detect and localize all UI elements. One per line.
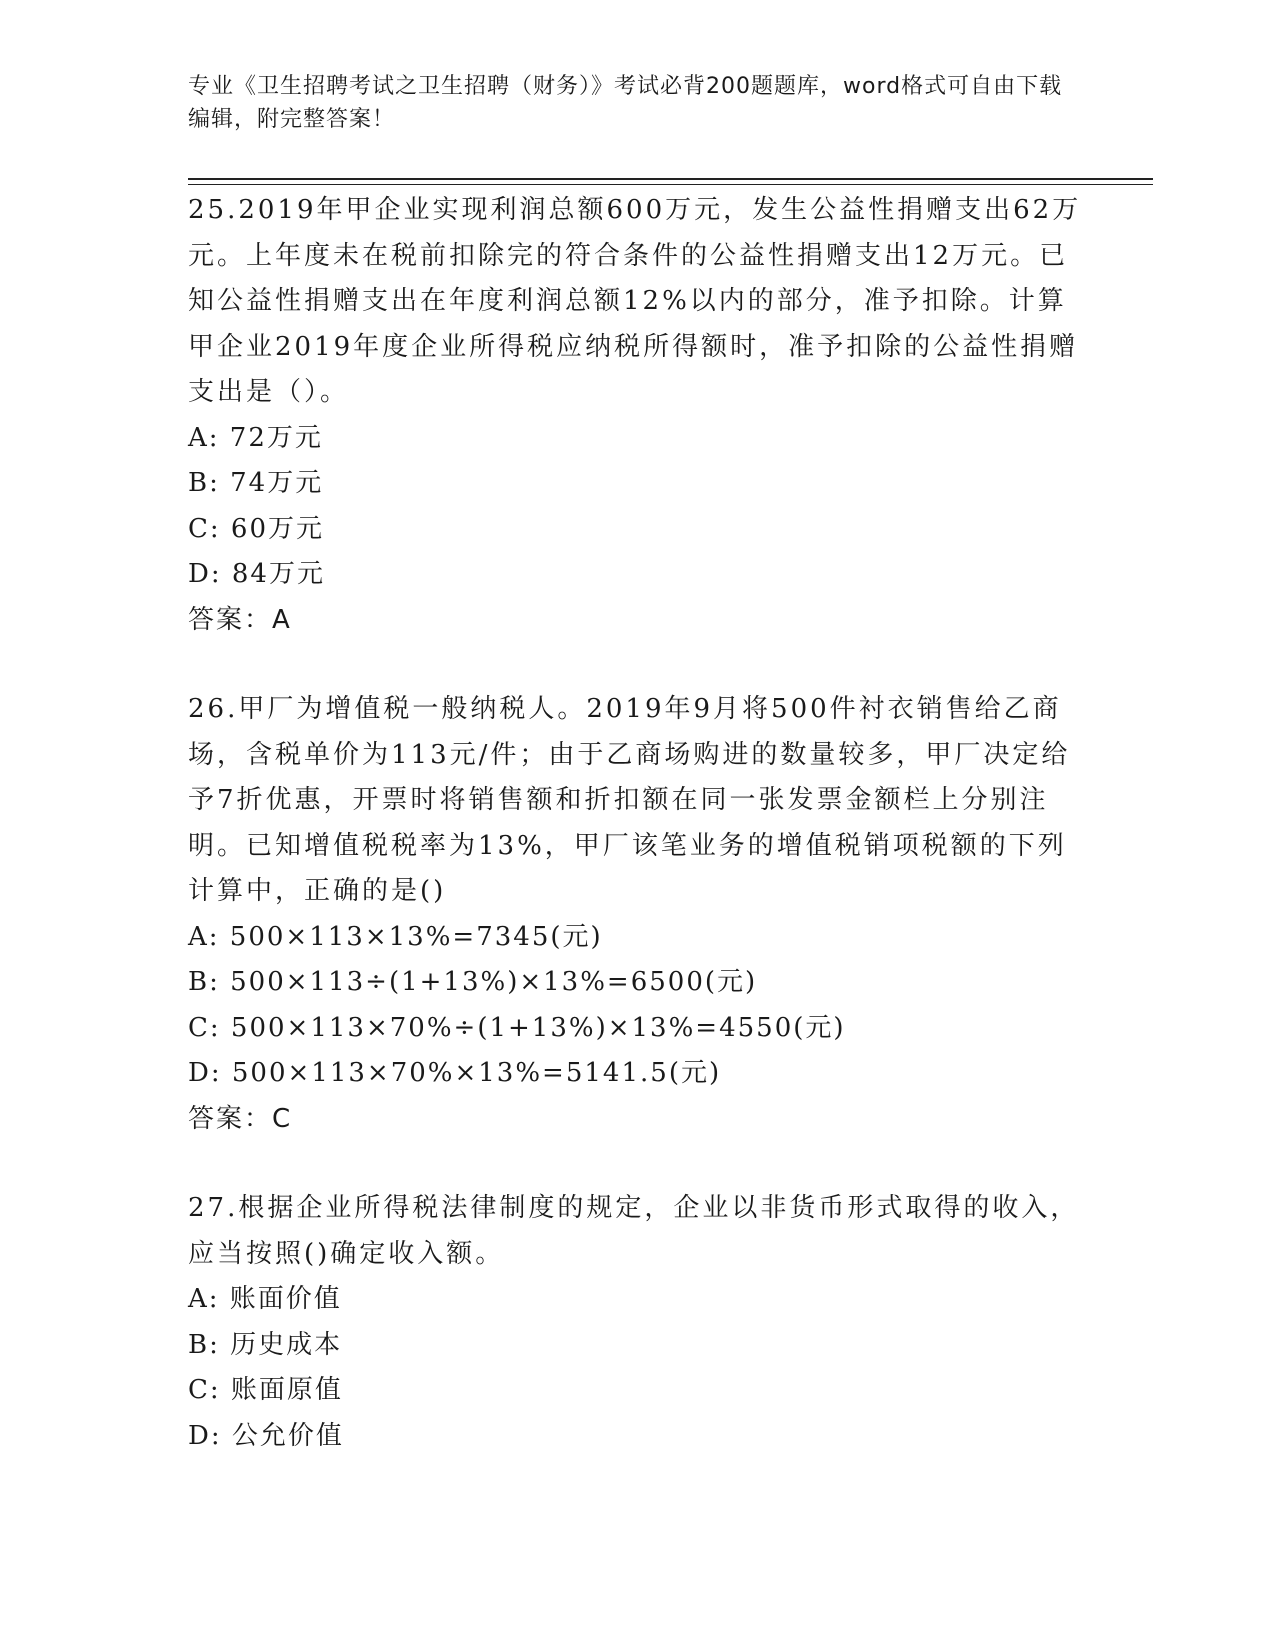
- option-d: D: 公允价值: [188, 1420, 344, 1451]
- option-c: C: 账面原值: [188, 1375, 343, 1405]
- option-b: B: 500×113÷(1+13%)×13%=6500(元): [188, 967, 758, 997]
- option-c: C: 60万元: [188, 513, 325, 544]
- answer-line: 答案：C: [188, 1103, 293, 1134]
- document-header: 专业《卫生招聘考试之卫生招聘（财务）》考试必背200题题库，word格式可自由下载编辑，附完整答案！: [188, 74, 1063, 132]
- question-list: [188, 188, 1088, 1503]
- question-text: 25.2019年甲企业实现利润总额600万元，发生公益性捐赠支出62万元。上年度未在税前扣除完的符合条件的公益性捐赠支出12万元。已知公益性捐赠支出在年度利润总额12%以内的部分，准予扣除。计算甲企业2019年度企业所得税应纳税所得额时，准予扣除的公益性捐赠支出是（）。: [188, 195, 1082, 407]
- question-27: [188, 1186, 1088, 1459]
- answer-line: 答案：A: [188, 604, 292, 635]
- question-25: [188, 188, 1088, 643]
- option-a: A: 账面价值: [188, 1284, 342, 1314]
- option-d: D: 500×113×70%×13%=5141.5(元): [188, 1058, 722, 1088]
- option-c: C: 500×113×70%÷(1+13%)×13%=4550(元): [188, 1012, 846, 1043]
- option-a: A: 72万元: [188, 422, 323, 453]
- question-26: [188, 687, 1088, 1142]
- option-b: B: 历史成本: [188, 1329, 343, 1360]
- header-divider-thin: [188, 184, 1153, 185]
- option-b: B: 74万元: [188, 468, 324, 498]
- option-a: A: 500×113×13%=7345(元): [188, 921, 603, 952]
- option-d: D: 84万元: [188, 559, 325, 589]
- header-divider-thick: [188, 178, 1153, 180]
- question-text: 26.甲厂为增值税一般纳税人。2019年9月将500件衬衣销售给乙商场，含税单价为113元/件；由于乙商场购进的数量较多，甲厂决定给予7折优惠，开票时将销售额和折扣额在同一张发票金额栏上分别注明。已知增值税税率为13%，甲厂该笔业务的增值税销项税额的下列计算中，正确的是(): [188, 694, 1071, 906]
- question-text: 27.根据企业所得税法律制度的规定，企业以非货币形式取得的收入，应当按照()确定收入额。: [188, 1193, 1080, 1269]
